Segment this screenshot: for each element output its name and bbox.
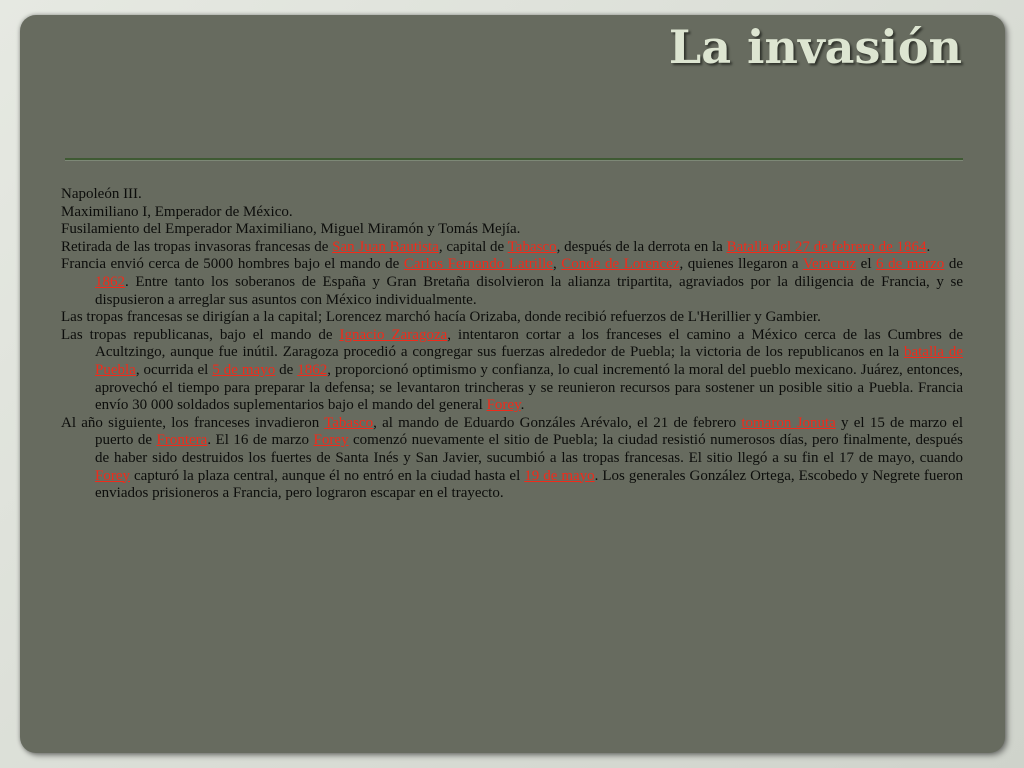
- bullet-text: comenzó nuevamente el sitio de Puebla; la ciudad resistió numerosos días, pero finalmente, después de haber sido destruidos los fuertes de Santa Inés y San Javier, sucumbió a las tropas francesas. El sitio llegó a su fin el 17 de mayo, cuando: [95, 432, 964, 466]
- bullet-text: . El 16 de marzo: [207, 432, 314, 449]
- inline-link[interactable]: Frontera: [156, 432, 208, 449]
- bullet-text: Maximiliano I, Emperador de México.: [61, 203, 293, 220]
- bullet-text: ,: [552, 256, 562, 273]
- inline-link[interactable]: 19 de mayo: [524, 467, 595, 484]
- inline-link[interactable]: San Juan Bautista: [332, 238, 439, 255]
- inline-link[interactable]: Tabasco: [507, 238, 557, 255]
- inline-link[interactable]: Conde de Lorencez: [561, 256, 680, 273]
- inline-link[interactable]: 1862: [297, 361, 328, 378]
- slide-title: La invasión: [668, 20, 962, 74]
- bullet-list: [61, 186, 963, 503]
- bullet-text: .: [520, 397, 525, 414]
- bullet-text: Retirada de las tropas invasoras francesas de: [61, 238, 333, 255]
- inline-link[interactable]: Tabasco: [324, 414, 374, 431]
- bullet-item: [61, 415, 963, 503]
- bullet-item: [61, 186, 963, 204]
- inline-link[interactable]: Batalla del 27 de febrero de 1864: [726, 238, 927, 255]
- bullet-text: , capital de: [438, 238, 508, 255]
- bullet-item: [61, 309, 963, 327]
- inline-link[interactable]: tomaron Jonuta: [741, 414, 836, 431]
- bullet-text: Las tropas republicanas, bajo el mando de: [61, 326, 340, 343]
- bullet-text: de: [275, 361, 298, 378]
- bullet-text: , intentaron cortar a los franceses el camino a México cerca de las Cumbres de Acultzingo, aunque fue inútil. Zaragoza procedió a congregar sus fuerzas alrededor de Puebla; la victoria de los republicanos en la: [95, 326, 963, 361]
- bullet-text: Al año siguiente, los franceses invadieron: [61, 414, 325, 431]
- inline-link[interactable]: Forey: [313, 432, 349, 449]
- bullet-text: de: [944, 256, 964, 273]
- inline-link[interactable]: Forey: [486, 397, 521, 414]
- bullet-text: , ocurrida el: [135, 361, 213, 378]
- inline-link[interactable]: Forey: [95, 467, 130, 484]
- bullet-text: . Entre tanto los soberanos de España y Gran Bretaña disolvieron la alianza tripartita, agraviados por la diligencia de Francia, y se dispusieron a arreglar sus asuntos con México individualmente.: [95, 273, 963, 308]
- inline-link[interactable]: Veracruz: [802, 256, 857, 273]
- bullet-item: [61, 327, 963, 415]
- inline-link[interactable]: batalla de Puebla: [95, 344, 963, 378]
- inline-link[interactable]: 5 de mayo: [212, 361, 276, 378]
- inline-link[interactable]: 1862: [95, 273, 125, 290]
- bullet-item: [61, 239, 963, 257]
- title-divider: [65, 158, 963, 161]
- bullet-text: . Los generales González Ortega, Escobedo y Negrete fueron enviados prisioneros a Francia, pero lograron escapar en el trayecto.: [95, 467, 963, 502]
- bullet-item: [61, 256, 963, 309]
- bullet-text: capturó la plaza central, aunque él no entró en la ciudad hasta el: [130, 467, 525, 484]
- bullet-item: [61, 221, 963, 239]
- bullet-text: .: [926, 238, 931, 255]
- inline-link[interactable]: Carlos Fernando Latrille: [403, 256, 553, 273]
- bullet-text: , quienes llegaron a: [679, 256, 803, 273]
- bullet-text: Napoleón III.: [61, 186, 142, 202]
- bullet-text: Fusilamiento del Emperador Maximiliano, Miguel Miramón y Tomás Mejía.: [61, 221, 521, 238]
- bullet-text: Francia envió cerca de 5000 hombres bajo el mando de: [61, 256, 404, 273]
- bullet-text: , al mando de Eduardo Gonzáles Arévalo, el 21 de febrero: [373, 414, 742, 431]
- bullet-item: [61, 204, 963, 222]
- bullet-text: el: [856, 256, 877, 273]
- bullet-text: , proporcionó optimismo y confianza, lo cual incrementó la moral del pueblo mexicano. Juárez, entonces, aprovechó el tiempo para preparar la defensa; se levantaron trincheras y se reunieron recursos para sostener un posible sitio a Puebla. Francia envío 30 000 soldados suplementarios bajo el mando del general: [95, 361, 963, 414]
- bullet-text: , después de la derrota en la: [556, 238, 727, 255]
- bullet-text: y el 15 de marzo el puerto de: [95, 414, 963, 449]
- inline-link[interactable]: Ignacio Zaragoza: [339, 326, 448, 343]
- bullet-text: Las tropas francesas se dirigían a la capital; Lorencez marchó hacía Orizaba, donde recibió refuerzos de L'Herillier y Gambier.: [61, 309, 821, 326]
- inline-link[interactable]: 6 de marzo: [876, 256, 945, 273]
